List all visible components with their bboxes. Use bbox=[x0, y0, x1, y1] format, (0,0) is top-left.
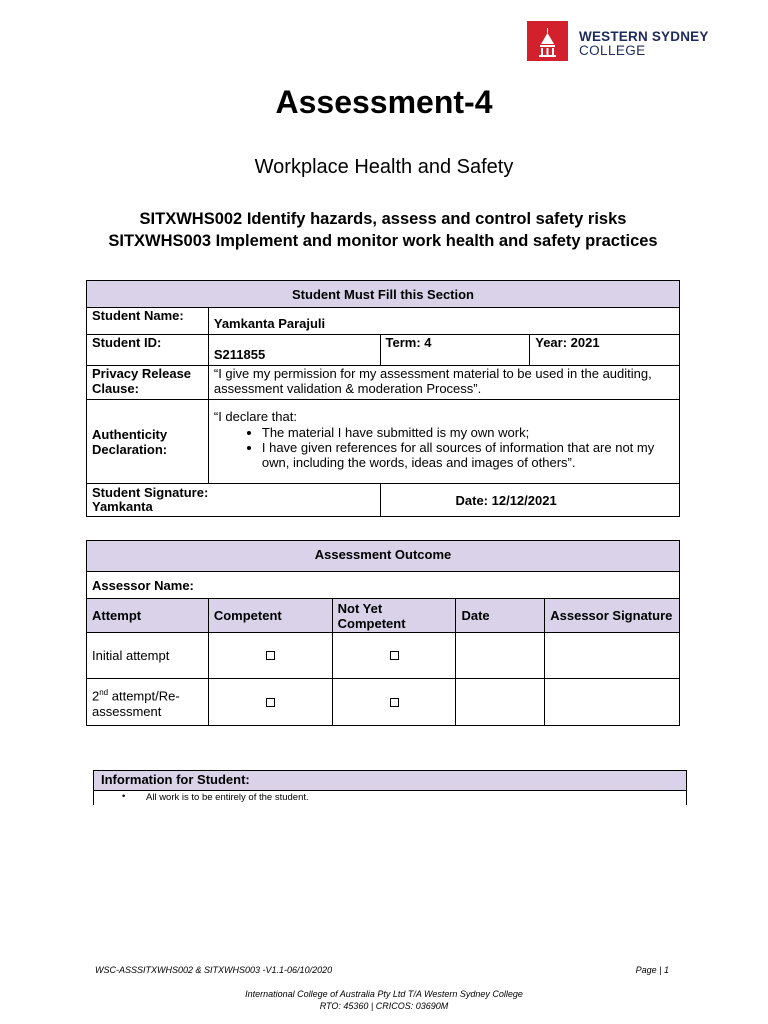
assessor-name-field[interactable]: Assessor Name: bbox=[87, 572, 680, 599]
student-information-box bbox=[93, 770, 687, 805]
authenticity-declaration bbox=[208, 400, 679, 484]
table-row bbox=[87, 679, 680, 726]
info-item-text: All work is to be entirely of the student. bbox=[146, 792, 309, 803]
privacy-clause-text: “I give my permission for my assessment material to be used in the auditing, assessment validation & moderation Process”. bbox=[208, 366, 679, 400]
year-field[interactable]: Year: 2021 bbox=[530, 335, 680, 366]
signature-value: Yamkanta bbox=[92, 499, 153, 514]
table-row bbox=[87, 633, 680, 679]
date-cell[interactable] bbox=[456, 633, 545, 679]
document-footer bbox=[95, 965, 669, 975]
competent-checkbox[interactable] bbox=[266, 651, 275, 660]
outcome-section-header: Assessment Outcome bbox=[87, 541, 680, 572]
declaration-item: • I have given references for all sources of information that are not my own, including the words, ideas and images of others”. bbox=[262, 440, 674, 470]
privacy-clause-label: Privacy Release Clause: bbox=[87, 366, 209, 400]
col-date: Date bbox=[456, 599, 545, 633]
competent-checkbox[interactable] bbox=[266, 698, 275, 707]
college-info bbox=[0, 988, 768, 1012]
list-item bbox=[93, 791, 687, 805]
unit-code-line1: SITXWHS002 Identify hazards, assess and control safety risks bbox=[139, 210, 627, 228]
date-field[interactable]: Date: 12/12/2021 bbox=[380, 484, 680, 517]
not-yet-competent-checkbox[interactable] bbox=[390, 651, 399, 660]
document-code: WSC-ASSSITXWHS002 & SITXWHS003 -V1.1-06/10/2020 bbox=[95, 965, 333, 975]
col-assessor-signature: Assessor Signature bbox=[545, 599, 680, 633]
authenticity-label: Authenticity Declaration: bbox=[87, 400, 209, 484]
student-name-value[interactable]: Yamkanta Parajuli bbox=[208, 308, 679, 335]
logo-wordmark-line2: COLLEGE bbox=[579, 43, 646, 58]
college-registration: RTO: 45360 | CRICOS: 03690M bbox=[319, 1001, 449, 1011]
attempt-label: 2nd attempt/Re-assessment bbox=[87, 679, 209, 726]
col-attempt: Attempt bbox=[87, 599, 209, 633]
assessor-signature-cell[interactable] bbox=[545, 633, 680, 679]
attempt-label: Initial attempt bbox=[87, 633, 209, 679]
info-section-header: Information for Student: bbox=[93, 770, 687, 791]
document-title: Assessment-4 bbox=[275, 84, 493, 120]
col-competent: Competent bbox=[208, 599, 332, 633]
bullet-icon: • bbox=[122, 791, 126, 802]
declaration-item: • The material I have submitted is my own work; bbox=[262, 425, 674, 440]
student-name-label: Student Name: bbox=[87, 308, 209, 335]
college-logo bbox=[527, 21, 717, 61]
college-legal-name: International College of Australia Pty Ltd T/A Western Sydney College bbox=[245, 989, 523, 999]
college-crest-icon bbox=[527, 21, 568, 61]
term-field[interactable]: Term: 4 bbox=[380, 335, 530, 366]
not-yet-competent-checkbox[interactable] bbox=[390, 698, 399, 707]
student-section-header: Student Must Fill this Section bbox=[87, 281, 680, 308]
unit-code-line2: SITXWHS003 Implement and monitor work health and safety practices bbox=[108, 231, 658, 250]
col-not-yet-competent: Not Yet Competent bbox=[332, 599, 456, 633]
signature-cell[interactable] bbox=[87, 484, 381, 517]
document-subtitle: Workplace Health and Safety bbox=[254, 156, 514, 178]
page-number: Page | 1 bbox=[635, 965, 669, 975]
date-cell[interactable] bbox=[456, 679, 545, 726]
assessment-outcome-table bbox=[86, 540, 680, 726]
student-id-label: Student ID: bbox=[87, 335, 209, 366]
unit-codes bbox=[100, 209, 666, 252]
assessor-signature-cell[interactable] bbox=[545, 679, 680, 726]
signature-label: Student Signature: bbox=[92, 485, 209, 500]
student-id-value[interactable]: S211855 bbox=[208, 335, 380, 366]
student-details-table bbox=[86, 280, 680, 517]
declaration-list bbox=[214, 425, 674, 470]
declaration-intro: “I declare that: bbox=[213, 409, 297, 424]
logo-wordmark-line1: WESTERN SYDNEY bbox=[579, 29, 709, 44]
